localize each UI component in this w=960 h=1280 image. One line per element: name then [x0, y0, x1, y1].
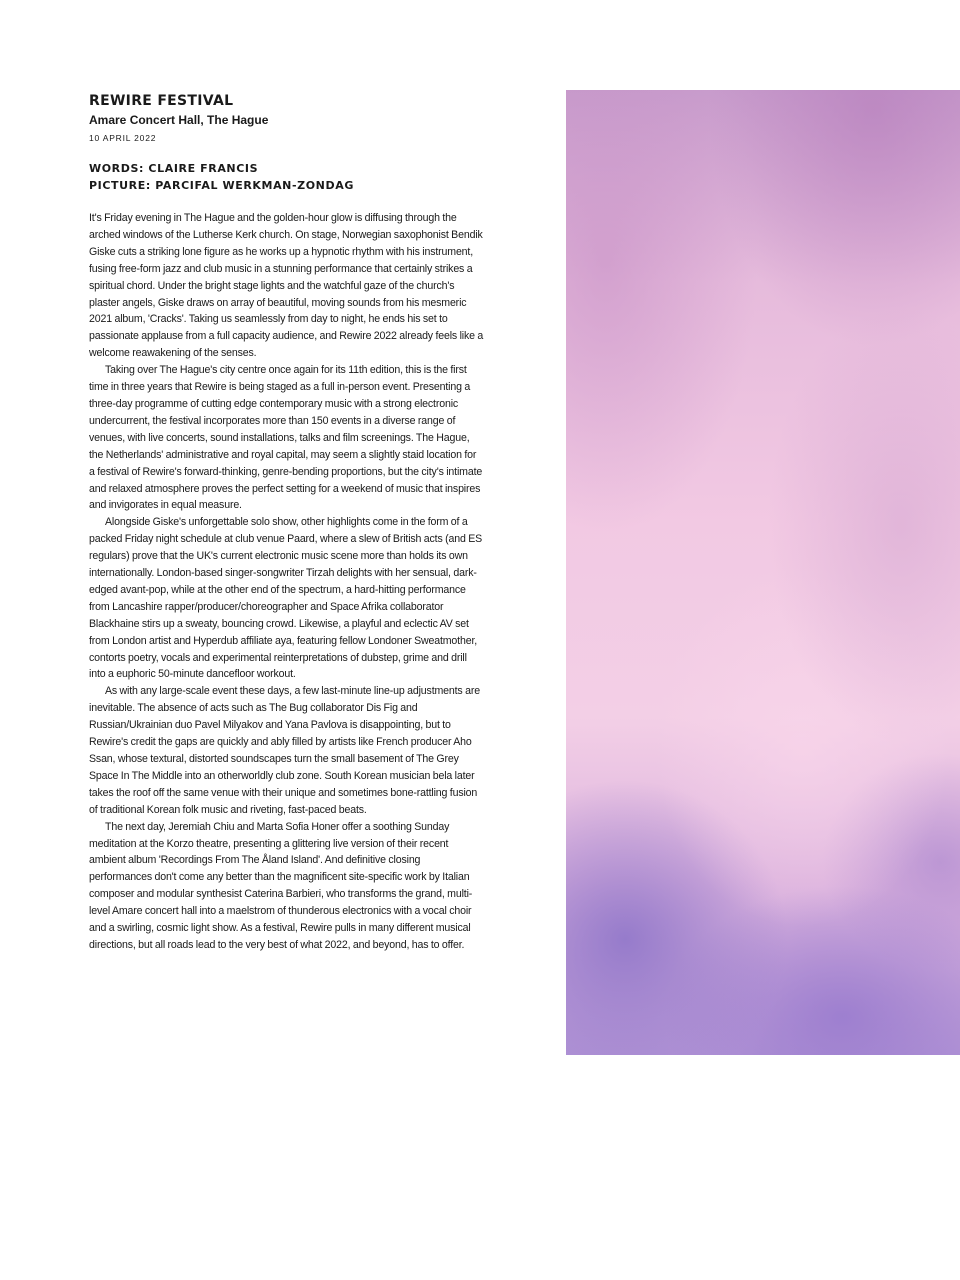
paragraph-5: The next day, Jeremiah Chiu and Marta Sofia Honer offer a soothing Sunday meditation at the Korzo theatre, presenting a glittering live version of their recent ambient album 'Recordings From The Åland Island'. And definitive closing performances don't come any better than the magnificent site-specific work by Italian composer and modular synthesist Caterina Barbieri, who transforms the grand, multi-level Amare concert hall into a maelstrom of thunderous electronics with a vocal choir and a swirling, cosmic light show. As a festival, Rewire pulls in many different musical directions, but all roads lead to the very best of what 2022, and beyond, has to offer. — [89, 820, 473, 951]
article-body — [89, 210, 484, 954]
article — [89, 92, 484, 954]
paragraph-3: Alongside Giske's unforgettable solo show, other highlights come in the form of a packed Friday night schedule at club venue Paard, where a slew of British acts (and ES regulars) prove that the UK's current electronic music scene more than holds its own internationally. London-based singer-songwriter Tirzah delights with her sensual, dark-edged avant-pop, while at the other end of the spectrum, a hard-hitting performance from Lancashire rapper/producer/choreographer and Space Afrika collaborator Blackhaine stirs up a sweaty, bouncing crowd. Likewise, a playful and eclectic AV set from London artist and Hyperdub affiliate aya, featuring fellow Londoner Sweatmother, contorts poetry, vocals and experimental reinterpretations of dubstep, grime and drill into a euphoric 50-minute dancefloor workout. — [89, 516, 483, 681]
credits — [89, 160, 484, 194]
paragraph-4: As with any large-scale event these days, a few last-minute line-up adjustments are inevitable. The absence of acts such as The Bug collaborator Dis Fig and Russian/Ukrainian duo Pavel Milyakov and Yana Pavlova is disappointing, but to Rewire's credit the gaps are quickly and ably filled by artists like French producer Aho Ssan, whose textural, distorted soundscapes turn the small basement of The Grey Space In The Middle into an otherworldly club zone. South Korean musician bela later takes the roof off the same venue with their unique and sometimes bone-rattling fusion of traditional Korean folk music and riveting, fast-paced beats. — [89, 685, 480, 816]
sky-photo — [566, 90, 960, 1055]
paragraph-2: Taking over The Hague's city centre once again for its 11th edition, this is the first time in three years that Rewire is being staged as a full in-person event. Presenting a three-day programme of cutting edge contemporary music with a strong electronic undercurrent, the festival incorporates more than 150 events in a diverse range of venues, with live concerts, sound installations, talks and film screenings. The Hague, the Netherlands' administrative and royal capital, may seem a slightly staid location for a festival of Rewire's forward-thinking, genre-bending proportions, but the city's intimate and relaxed atmosphere proves the perfect setting for a weekend of music that inspires and invigorates in equal measure. — [89, 364, 483, 512]
event-date: 10 APRIL 2022 — [89, 133, 157, 143]
words-credit: WORDS: CLAIRE FRANCIS — [89, 162, 259, 175]
article-title: REWIRE FESTIVAL — [89, 93, 234, 109]
paragraph-1: It's Friday evening in The Hague and the golden-hour glow is diffusing through the arched windows of the Lutherse Kerk church. On stage, Norwegian saxophonist Bendik Giske cuts a striking lone figure as he works up a hypnotic rhythm with his instrument, fusing free-form jazz and club music in a stunning performance that certainly strikes a spiritual chord. Under the bright stage lights and the watchful gaze of the church's plaster angels, Giske draws on array of beautiful, moving sounds from his mesmeric 2021 album, 'Cracks'. Taking us seamlessly from day to night, he ends his set to passionate applause from a full capacity audience, and Rewire 2022 already feels like a welcome reawakening of the senses. — [89, 212, 484, 360]
venue: Amare Concert Hall, The Hague — [89, 113, 269, 127]
picture-credit: PICTURE: PARCIFAL WERKMAN-ZONDAG — [89, 179, 354, 192]
